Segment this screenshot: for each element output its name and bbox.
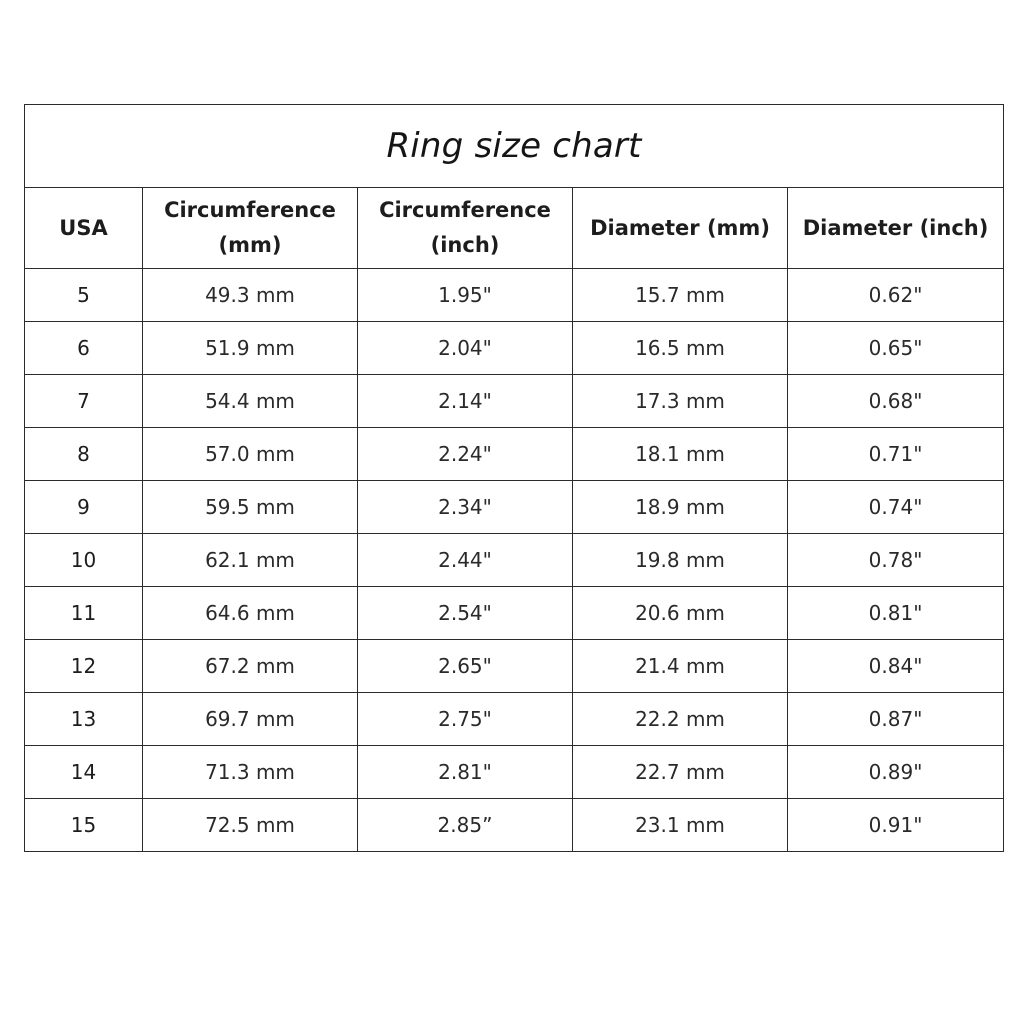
cell-usa-size: 7 — [25, 375, 143, 428]
chart-title: Ring size chart — [25, 105, 1004, 188]
cell-circumference-inch: 2.44" — [358, 534, 573, 587]
cell-usa-size: 8 — [25, 428, 143, 481]
cell-circumference-inch: 2.14" — [358, 375, 573, 428]
cell-circumference-mm: 64.6 mm — [143, 587, 358, 640]
cell-usa-size: 11 — [25, 587, 143, 640]
cell-diameter-inch: 0.81" — [788, 587, 1004, 640]
header-circumference-mm-line1: Circumference — [164, 198, 336, 222]
cell-usa-size: 10 — [25, 534, 143, 587]
cell-diameter-mm: 19.8 mm — [573, 534, 788, 587]
cell-diameter-mm: 20.6 mm — [573, 587, 788, 640]
header-circumference-mm — [143, 188, 358, 269]
cell-usa-size: 15 — [25, 799, 143, 852]
header-diameter-inch: Diameter (inch) — [788, 188, 1004, 269]
cell-usa-size: 14 — [25, 746, 143, 799]
cell-circumference-inch: 2.81" — [358, 746, 573, 799]
table-row — [25, 428, 1004, 481]
cell-diameter-mm: 16.5 mm — [573, 322, 788, 375]
cell-circumference-mm: 67.2 mm — [143, 640, 358, 693]
table-row — [25, 269, 1004, 322]
table-row — [25, 799, 1004, 852]
cell-diameter-inch: 0.91" — [788, 799, 1004, 852]
cell-diameter-mm: 22.2 mm — [573, 693, 788, 746]
title-row — [25, 105, 1004, 188]
ring-size-table — [24, 104, 1004, 852]
cell-usa-size: 6 — [25, 322, 143, 375]
table-row — [25, 322, 1004, 375]
header-circumference-inch-line2: (inch) — [430, 233, 500, 257]
cell-circumference-mm: 62.1 mm — [143, 534, 358, 587]
cell-circumference-inch: 2.65" — [358, 640, 573, 693]
cell-circumference-mm: 54.4 mm — [143, 375, 358, 428]
table-row — [25, 693, 1004, 746]
cell-circumference-inch: 2.85” — [358, 799, 573, 852]
header-usa: USA — [25, 188, 143, 269]
cell-circumference-inch: 2.75" — [358, 693, 573, 746]
cell-diameter-mm: 18.1 mm — [573, 428, 788, 481]
cell-circumference-mm: 71.3 mm — [143, 746, 358, 799]
cell-circumference-inch: 2.54" — [358, 587, 573, 640]
cell-circumference-mm: 57.0 mm — [143, 428, 358, 481]
cell-diameter-mm: 17.3 mm — [573, 375, 788, 428]
cell-diameter-inch: 0.78" — [788, 534, 1004, 587]
cell-diameter-mm: 18.9 mm — [573, 481, 788, 534]
table-row — [25, 587, 1004, 640]
cell-circumference-inch: 2.04" — [358, 322, 573, 375]
header-row — [25, 188, 1004, 269]
cell-circumference-inch: 2.34" — [358, 481, 573, 534]
table-row — [25, 640, 1004, 693]
cell-diameter-inch: 0.71" — [788, 428, 1004, 481]
table-row — [25, 481, 1004, 534]
cell-circumference-inch: 2.24" — [358, 428, 573, 481]
cell-circumference-mm: 51.9 mm — [143, 322, 358, 375]
table-row — [25, 375, 1004, 428]
cell-diameter-mm: 15.7 mm — [573, 269, 788, 322]
header-circumference-mm-line2: (mm) — [218, 233, 282, 257]
cell-diameter-inch: 0.89" — [788, 746, 1004, 799]
cell-usa-size: 5 — [25, 269, 143, 322]
cell-diameter-mm: 23.1 mm — [573, 799, 788, 852]
cell-circumference-mm: 69.7 mm — [143, 693, 358, 746]
header-circumference-inch — [358, 188, 573, 269]
cell-circumference-mm: 49.3 mm — [143, 269, 358, 322]
header-circumference-inch-line1: Circumference — [379, 198, 551, 222]
table-row — [25, 534, 1004, 587]
cell-diameter-inch: 0.62" — [788, 269, 1004, 322]
cell-usa-size: 13 — [25, 693, 143, 746]
cell-diameter-inch: 0.65" — [788, 322, 1004, 375]
cell-usa-size: 12 — [25, 640, 143, 693]
cell-diameter-inch: 0.87" — [788, 693, 1004, 746]
cell-circumference-inch: 1.95" — [358, 269, 573, 322]
cell-diameter-inch: 0.68" — [788, 375, 1004, 428]
cell-circumference-mm: 59.5 mm — [143, 481, 358, 534]
table-row — [25, 746, 1004, 799]
cell-diameter-mm: 22.7 mm — [573, 746, 788, 799]
cell-circumference-mm: 72.5 mm — [143, 799, 358, 852]
header-diameter-mm: Diameter (mm) — [573, 188, 788, 269]
cell-diameter-inch: 0.74" — [788, 481, 1004, 534]
cell-diameter-mm: 21.4 mm — [573, 640, 788, 693]
cell-usa-size: 9 — [25, 481, 143, 534]
cell-diameter-inch: 0.84" — [788, 640, 1004, 693]
